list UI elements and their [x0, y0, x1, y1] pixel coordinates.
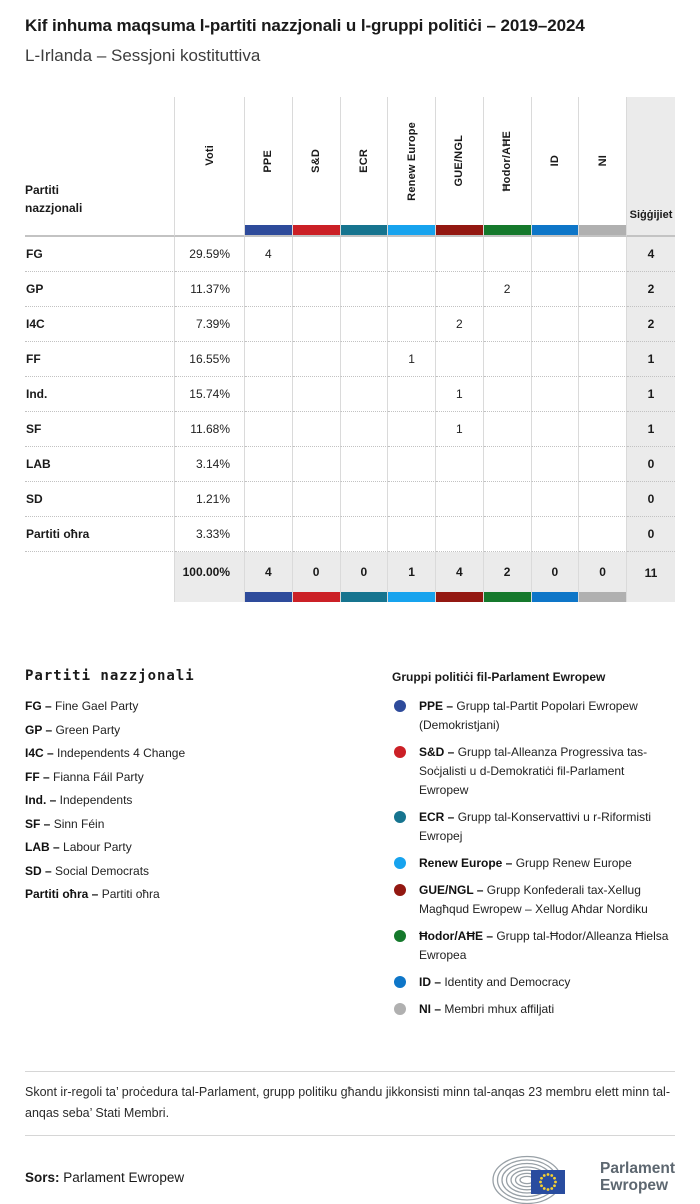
group-cell-s-d [293, 517, 341, 552]
group-legend-item [392, 881, 675, 919]
col-header-gue-ngl [436, 97, 484, 237]
group-cell-gue-ngl [436, 482, 484, 517]
group-cell-renew-europe [388, 482, 436, 517]
seats-value: 2 [627, 307, 675, 342]
political-groups-legend-heading: Gruppi politiċi fil-Parlament Ewropew [392, 670, 606, 684]
col-header-siggijiet [627, 97, 675, 237]
party-legend-item: I4C – Independents 4 Change [25, 746, 186, 760]
voti-value: 11.68% [175, 412, 245, 447]
party-legend-item: LAB – Labour Party [25, 840, 132, 854]
party-legend-abbr: I4C – [25, 746, 58, 760]
group-header-label: Ħodor/AĦE [501, 130, 514, 192]
total-value: 0 [551, 565, 559, 579]
group-cell-renew-europe [388, 272, 436, 307]
group-color-bar [532, 592, 579, 602]
group-legend-text: PPE – Grupp tal-Partit Popolari Ewropew (Demokristjani) [419, 699, 638, 732]
group-header-label-wrap [532, 97, 579, 225]
group-color-bar [436, 592, 483, 602]
party-label-gp: GP [25, 272, 175, 307]
party-legend-item: Ind. – Independents [25, 793, 133, 807]
col-header-id [532, 97, 580, 237]
col-header-partiti-nazzjonali [25, 97, 175, 237]
group-cell-ni [579, 447, 627, 482]
party-label-i4c: I4C [25, 307, 175, 342]
group-cell-renew-europe [388, 447, 436, 482]
group-color-bar [388, 225, 435, 235]
group-cell-ni [579, 307, 627, 342]
group-cell-renew-europe [388, 307, 436, 342]
group-cell-ppe [245, 272, 293, 307]
group-legend-abbr: NI – [419, 1002, 445, 1016]
ep-logo-text-line1: Parlament [600, 1160, 675, 1177]
party-legend-item: SD – Social Democrats [25, 863, 150, 878]
total-id [532, 552, 580, 602]
group-color-dot [394, 700, 406, 712]
group-legend-abbr: Ħodor/AĦE – [419, 929, 497, 943]
group-cell-ecr [341, 342, 389, 377]
total-value: 1 [408, 565, 415, 579]
group-cell-id [532, 517, 580, 552]
voti-value: 7.39% [175, 307, 245, 342]
group-legend-abbr: PPE – [419, 699, 457, 713]
total-gue-ngl [436, 552, 484, 602]
group-cell-gue-ngl [436, 517, 484, 552]
total-value: 0 [360, 565, 368, 579]
party-legend-abbr: LAB – [25, 840, 64, 854]
ep-logo-text-line2: Ewropew [600, 1177, 669, 1194]
ep-hemicycle-icon [491, 1150, 591, 1204]
group-legend-text: GUE/NGL – Grupp Konfederali tax-Xellug Magħqud Ewropew – Xellug Aħdar Nordiku [419, 883, 648, 916]
group-cell-renew-europe [388, 517, 436, 552]
group-cell-odor-a-e [484, 377, 532, 412]
group-color-bar [436, 225, 483, 235]
group-color-dot [394, 884, 406, 896]
group-cell-odor-a-e [484, 237, 532, 272]
group-header-label-wrap [436, 97, 483, 225]
group-cell-ni [579, 377, 627, 412]
ep-logo-text [600, 1160, 675, 1194]
seats-value: 0 [627, 482, 675, 517]
group-legend-item [392, 808, 675, 846]
group-cell-gue-ngl: 1 [436, 412, 484, 447]
group-cell-id [532, 377, 580, 412]
national-parties-legend-items [25, 699, 392, 901]
group-color-dot [394, 930, 406, 942]
group-cell-ppe [245, 342, 293, 377]
group-legend-abbr: Renew Europe – [419, 856, 516, 870]
group-cell-s-d [293, 447, 341, 482]
party-label-sd: SD [25, 482, 175, 517]
group-cell-ecr [341, 517, 389, 552]
group-header-label: PPE [262, 149, 275, 173]
group-legend-item [392, 854, 675, 873]
group-legend-text: Ħodor/AĦE – Grupp tal-Ħodor/Alleanza Ħielsa Ewropea [419, 929, 669, 962]
group-color-bar [484, 592, 531, 602]
group-legend-text: ECR – Grupp tal-Konservattivi u r-Riformisti Ewropej [419, 810, 652, 843]
total-seats: 11 [627, 552, 675, 602]
group-color-bar [245, 592, 292, 602]
group-legend-text: S&D – Grupp tal-Alleanza Progressiva tas-Soċjalisti u d-Demokratiċi fil-Parlament Ewropew [419, 745, 648, 797]
legends [25, 668, 675, 1027]
col-header-partiti-label: Partiti nazzjonali [25, 183, 83, 215]
group-color-bar [245, 225, 292, 235]
party-label-partiti-o-ra: Partiti oħra [25, 517, 175, 552]
voti-value: 29.59% [175, 237, 245, 272]
party-label-ind: Ind. [25, 377, 175, 412]
group-color-bar [532, 225, 579, 235]
group-color-dot [394, 811, 406, 823]
group-legend-abbr: GUE/NGL – [419, 883, 487, 897]
voti-value: 16.55% [175, 342, 245, 377]
group-legend-abbr: S&D – [419, 745, 458, 759]
total-renew-europe [388, 552, 436, 602]
col-header-ni [579, 97, 627, 237]
group-legend-abbr: ECR – [419, 810, 458, 824]
group-legend-item [392, 697, 675, 735]
party-legend-abbr: Partiti oħra – [25, 887, 102, 901]
political-groups-legend [392, 668, 675, 1027]
party-legend-abbr: GP – [25, 722, 56, 737]
col-header-ppe [245, 97, 293, 237]
group-header-label: ECR [357, 149, 370, 173]
group-cell-s-d [293, 377, 341, 412]
group-header-label-wrap [341, 97, 388, 225]
group-cell-ecr [341, 412, 389, 447]
group-cell-id [532, 237, 580, 272]
total-value: 0 [312, 565, 320, 579]
total-value: 4 [265, 565, 272, 579]
group-cell-ppe [245, 412, 293, 447]
party-legend-abbr: FF – [25, 769, 54, 784]
group-cell-s-d [293, 342, 341, 377]
group-color-bar [293, 592, 340, 602]
seats-value: 0 [627, 447, 675, 482]
group-header-label: NI [596, 155, 609, 167]
seats-value: 4 [627, 237, 675, 272]
source-line [25, 1170, 184, 1185]
group-cell-renew-europe: 1 [388, 342, 436, 377]
voti-value: 15.74% [175, 377, 245, 412]
group-cell-id [532, 342, 580, 377]
party-label-fg: FG [25, 237, 175, 272]
national-parties-legend-heading: Partiti nazzjonali [25, 668, 195, 684]
group-cell-s-d [293, 412, 341, 447]
group-color-bar [293, 225, 340, 235]
total-value: 0 [599, 565, 606, 579]
total-value: 4 [456, 565, 463, 579]
national-parties-legend [25, 668, 392, 1027]
voti-value: 1.21% [175, 482, 245, 517]
party-label-lab: LAB [25, 447, 175, 482]
group-legend-item [392, 973, 675, 992]
group-header-label: GUE/NGL [453, 135, 466, 187]
voti-value: 3.14% [175, 447, 245, 482]
group-color-dot [394, 857, 406, 869]
group-cell-odor-a-e [484, 412, 532, 447]
seats-value: 2 [627, 272, 675, 307]
voti-value: 3.33% [175, 517, 245, 552]
group-legend-text: ID – Identity and Democracy [419, 975, 571, 989]
seats-value: 0 [627, 517, 675, 552]
group-cell-odor-a-e [484, 517, 532, 552]
group-color-bar [579, 592, 626, 602]
total-odor-a-e [484, 552, 532, 602]
group-cell-ppe [245, 377, 293, 412]
group-cell-id [532, 482, 580, 517]
col-header-ecr [341, 97, 389, 237]
source-value: Parlament Ewropew [63, 1169, 185, 1185]
seats-value: 1 [627, 412, 675, 447]
group-header-label: ID [548, 155, 561, 167]
footer [25, 1150, 675, 1204]
group-cell-odor-a-e [484, 447, 532, 482]
col-header-odor-a-e [484, 97, 532, 237]
group-legend-item [392, 1000, 675, 1019]
group-cell-ni [579, 412, 627, 447]
group-cell-id [532, 307, 580, 342]
party-legend-abbr: Ind. – [25, 793, 60, 807]
group-cell-id [532, 412, 580, 447]
col-header-s-d [293, 97, 341, 237]
group-cell-id [532, 447, 580, 482]
party-label-sf: SF [25, 412, 175, 447]
group-header-label: S&D [310, 149, 323, 173]
group-header-label-wrap [388, 97, 435, 225]
group-header-label-wrap [484, 97, 531, 225]
group-color-dot [394, 1003, 406, 1015]
group-color-bar [484, 225, 531, 235]
total-ecr [341, 552, 389, 602]
group-cell-s-d [293, 307, 341, 342]
group-cell-gue-ngl: 1 [436, 377, 484, 412]
group-header-label-wrap [245, 97, 292, 225]
group-cell-s-d [293, 482, 341, 517]
divider-bottom [25, 1135, 675, 1136]
group-cell-ecr [341, 272, 389, 307]
party-legend-item: Partiti oħra – Partiti oħra [25, 887, 160, 901]
group-cell-ecr [341, 377, 389, 412]
group-cell-ppe [245, 447, 293, 482]
group-cell-ni [579, 517, 627, 552]
group-cell-odor-a-e [484, 342, 532, 377]
political-groups-legend-items [392, 697, 675, 1019]
group-cell-ppe [245, 517, 293, 552]
results-table [25, 97, 675, 602]
group-cell-gue-ngl: 2 [436, 307, 484, 342]
group-legend-text: NI – Membri mhux affiljati [419, 1002, 555, 1016]
group-cell-gue-ngl [436, 342, 484, 377]
group-cell-gue-ngl [436, 447, 484, 482]
party-label-ff: FF [25, 342, 175, 377]
party-legend-item: GP – Green Party [25, 722, 121, 737]
group-color-dot [394, 746, 406, 758]
group-legend-text: Renew Europe – Grupp Renew Europe [419, 856, 632, 870]
group-header-label-wrap [579, 97, 626, 225]
group-cell-ppe [245, 307, 293, 342]
group-color-bar [579, 225, 626, 235]
total-voti: 100.00% [175, 552, 245, 602]
col-header-voti [175, 97, 245, 237]
group-cell-s-d [293, 237, 341, 272]
party-legend-abbr: FG – [25, 699, 56, 713]
divider-top [25, 1071, 675, 1072]
party-legend-item: SF – Sinn Féin [25, 816, 105, 831]
group-cell-ni [579, 482, 627, 517]
group-color-bar [341, 592, 388, 602]
group-cell-gue-ngl [436, 272, 484, 307]
voti-header-label: Voti [203, 144, 216, 166]
group-cell-ppe [245, 482, 293, 517]
group-cell-renew-europe [388, 237, 436, 272]
party-legend-abbr: SF – [25, 816, 54, 831]
group-cell-ppe: 4 [245, 237, 293, 272]
group-cell-renew-europe [388, 377, 436, 412]
group-legend-item [392, 927, 675, 965]
seats-header-label: Siġġijiet [629, 209, 673, 221]
group-cell-ni [579, 237, 627, 272]
total-row-spacer [25, 552, 175, 602]
group-cell-ecr [341, 447, 389, 482]
group-cell-id [532, 272, 580, 307]
footnote: Skont ir-regoli ta’ proċedura tal-Parlament, grupp politiku għandu jikkonsisti minn tal-anqas 23 membru elett minn tal-anqas seba’ Stati Membri. [25, 1085, 670, 1120]
group-cell-odor-a-e [484, 482, 532, 517]
group-header-label-wrap [293, 97, 340, 225]
group-cell-ecr [341, 237, 389, 272]
header [25, 16, 675, 66]
group-cell-odor-a-e: 2 [484, 272, 532, 307]
seats-value: 1 [627, 377, 675, 412]
group-header-label: Renew Europe [405, 121, 418, 201]
group-cell-renew-europe [388, 412, 436, 447]
group-legend-abbr: ID – [419, 975, 445, 989]
source-label: Sors: [25, 1169, 60, 1185]
seats-value: 1 [627, 342, 675, 377]
group-cell-gue-ngl [436, 237, 484, 272]
group-cell-ni [579, 342, 627, 377]
group-cell-odor-a-e [484, 307, 532, 342]
voti-value: 11.37% [175, 272, 245, 307]
page-subtitle: L-Irlanda – Sessjoni kostituttiva [25, 46, 261, 65]
group-color-bar [341, 225, 388, 235]
page-title: Kif inhuma maqsuma l-partiti nazzjonali u l-gruppi politiċi – 2019–2024 [25, 16, 585, 35]
group-color-bar [388, 592, 435, 602]
party-legend-item: FF – Fianna Fáil Party [25, 769, 144, 784]
total-ni [579, 552, 627, 602]
group-cell-ni [579, 272, 627, 307]
party-legend-item: FG – Fine Gael Party [25, 699, 139, 713]
ep-logo [491, 1150, 675, 1204]
party-legend-abbr: SD – [25, 863, 56, 878]
group-cell-s-d [293, 272, 341, 307]
group-legend-item [392, 743, 675, 800]
total-value: 2 [503, 565, 511, 579]
group-cell-ecr [341, 482, 389, 517]
total-s-d [293, 552, 341, 602]
total-ppe [245, 552, 293, 602]
group-cell-ecr [341, 307, 389, 342]
col-header-renew-europe [388, 97, 436, 237]
group-color-dot [394, 976, 406, 988]
